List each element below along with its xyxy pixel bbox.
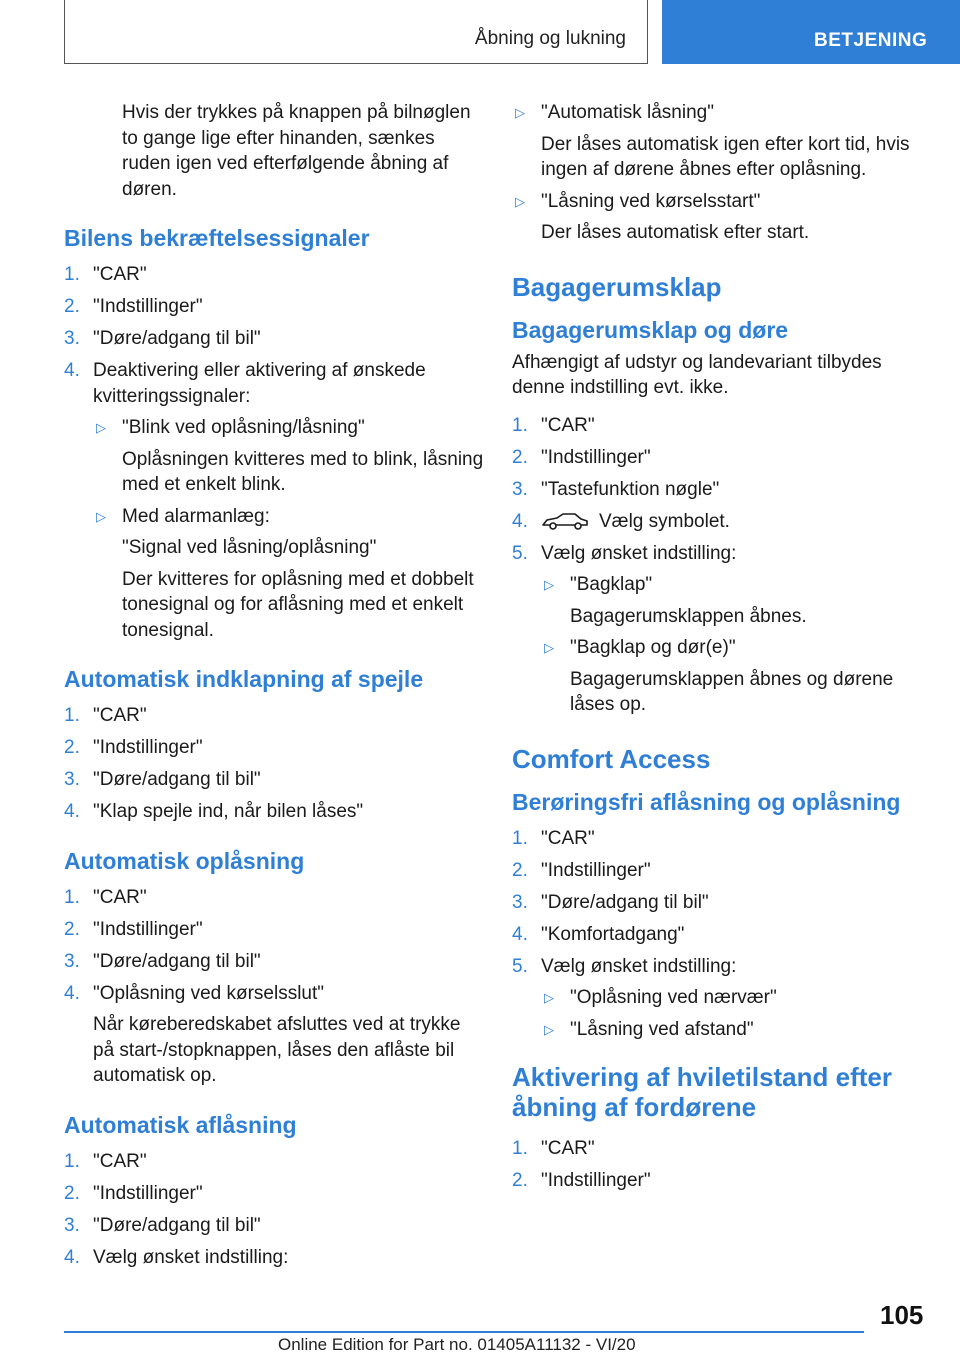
list-item: 3. "Døre/adgang til bil" [64,1214,261,1236]
list-item: 3. "Døre/adgang til bil" [64,328,261,349]
triangle-bullet-icon: ▷ [515,193,525,209]
triangle-bullet-icon: ▷ [96,420,106,435]
heading-bagagerumsklap: Bagagerumsklap [512,271,722,302]
edition-text: Online Edition for Part no. 01405A11132 - VI/20 [278,1335,636,1354]
car-icon [541,511,589,531]
bullet-item: ▷ "Låsning ved afstand" [541,1017,928,1043]
list-item: 5. Vælg ønsket indstilling: ▷ "Bagklap" Bagagerumsklappen åbnes. ▷ "Bagklap og dør(e)" Bagagerumsklappen åbnes og dørene låses op. [512,541,928,718]
list-item: 2. "Indstillinger" [512,859,651,881]
list-item: 2. "Indstillinger" [64,918,203,940]
steps-spejle [64,703,484,825]
triangle-bullet-icon: ▷ [544,1021,554,1037]
section-title: Åbning og lukning [474,28,626,49]
list-item: 2. "Indstillinger" [64,296,203,317]
bullet-item: ▷ "Blink ved oplåsning/låsning" Oplåsningen kvitteres med to blink, låsning med et enkelt blink. [96,417,484,495]
bagage-intro: Afhængigt af udstyr og landevariant tilbydes denne indstilling evt. ikke. [512,351,882,398]
page-number: 105 [880,1300,924,1330]
right-column [512,100,928,1200]
list-item: 1. "CAR" [512,414,595,436]
step-note: Når køreberedskabet afsluttes ved at trykke på start-/stopknappen, låses den aflåste bil automatisk op. [93,1014,461,1086]
triangle-bullet-icon: ▷ [544,990,554,1005]
heading-hviletilstand: Aktivering af hviletilstand efter åbning af fordørene [512,1062,892,1122]
list-item: 3. "Døre/adgang til bil" [64,950,261,972]
triangle-bullet-icon: ▷ [515,105,525,120]
heading-bekraeftelsessignaler: Bilens bekræftelsessignaler [64,225,370,251]
list-item: 3. "Tastefunktion nøgle" [512,478,720,500]
bullet-item: ▷ "Bagklap og dør(e)" Bagagerumsklappen åbnes og dørene låses op. [544,637,894,715]
list-item: 3. "Døre/adgang til bil" [512,891,709,913]
bullet-item: ▷ "Oplåsning ved nærvær" [541,985,928,1011]
chapter-tab-label: BETJENING [814,30,928,51]
list-item: 1. "CAR" [64,705,147,726]
triangle-bullet-icon: ▷ [544,577,554,592]
left-column [64,100,484,1277]
steps-comfort [512,826,928,1043]
list-item: 1. "CAR" [64,886,147,908]
heading-spejle: Automatisk indklapning af spejle [64,666,424,692]
list-item: 2. "Indstillinger" [512,1170,651,1191]
bullet-item: ▷ "Bagklap" Bagagerumsklappen åbnes. [544,574,807,627]
chapter-tab[interactable] [662,0,960,64]
list-item: 2. "Indstillinger" [64,737,203,758]
aflaasning-options [512,100,928,246]
list-item: 1. "CAR" [512,827,595,849]
page-header [0,0,960,66]
intro-paragraph: Hvis der trykkes på knappen på bilnøglen to gange lige efter hinanden, sænkes ruden igen ved efterfølgende åbning af døren. [122,102,471,200]
list-item: 5. Vælg ønsket indstilling: ▷ "Oplåsning ved nærvær" ▷ "Låsning ved afstand" [512,954,928,1043]
steps-bekraeftelse [64,262,484,643]
list-item: 1. "CAR" [64,264,147,285]
heading-automatisk-oplaasning: Automatisk oplåsning [64,847,305,874]
bullet-item: ▷ Med alarmanlæg: "Signal ved låsning/oplåsning" Der kvitteres for oplåsning med et dobbelt tonesignal og for aflåsning med et enkelt tonesignal. [96,505,474,641]
steps-aflaasning [64,1149,484,1271]
list-item: 2. "Indstillinger" [512,446,651,468]
steps-oplaasning [64,885,484,1089]
footer-divider [64,1331,864,1333]
heading-automatisk-aflaasning: Automatisk aflåsning [64,1111,297,1138]
bullet-item: ▷ "Låsning ved kørselsstart" Der låses automatisk efter start. [515,190,810,243]
heading-comfort-access: Comfort Access [512,743,711,774]
list-item: 2. "Indstillinger" [64,1182,203,1204]
list-item: 1. "CAR" [64,1150,147,1172]
list-item: 4. Vælg symbolet. [512,510,730,532]
list-item: 4. "Oplåsning ved kørselsslut" Når køreberedskabet afsluttes ved at trykke på start-/stopknappen, låses den aflåste bil automatisk op. [64,981,484,1089]
list-item: 4. Vælg ønsket indstilling: [64,1246,289,1268]
list-item: 4. "Klap spejle ind, når bilen låses" [64,801,364,822]
triangle-bullet-icon: ▷ [96,508,106,524]
heading-bagagerumsklap-og-doere: Bagagerumsklap og døre [512,316,789,343]
list-item: 3. "Døre/adgang til bil" [64,769,261,790]
bullet-item: ▷ "Automatisk låsning" Der låses automatisk igen efter kort tid, hvis ingen af dørene åbnes efter oplåsning. [515,102,910,180]
steps-bagage [512,413,928,718]
heading-beroeringsfri: Berøringsfri aflåsning og oplåsning [512,788,901,815]
list-item: 4. "Komfortadgang" [512,923,685,945]
list-item: 1. "CAR" [512,1138,595,1159]
list-item: 4. Deaktivering eller aktivering af ønskede kvitteringssignaler: ▷ "Blink ved oplåsning/låsning" Oplåsningen kvitteres med to blink, låsning med et enkelt blink. ▷ Med alarmanlæg: "Signal ved låsning/oplåsning" Der kvitteres for oplåsning med et dobbelt tonesignal og for aflåsning med et enkelt tonesignal. [64,358,484,643]
steps-hvile [512,1136,928,1194]
triangle-bullet-icon: ▷ [544,640,554,655]
